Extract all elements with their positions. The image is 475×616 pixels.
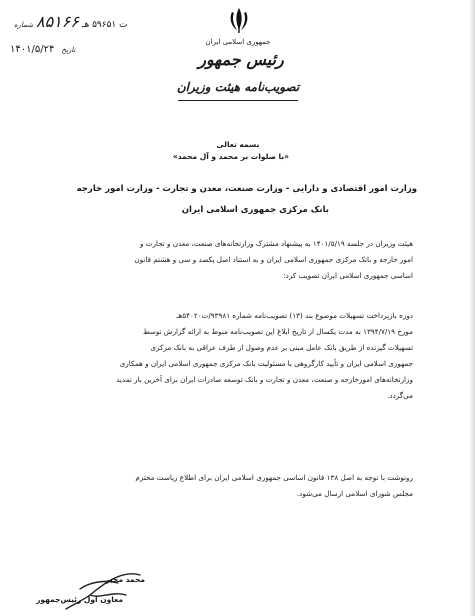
number-label: شماره <box>14 21 34 29</box>
header-underline <box>178 100 298 101</box>
addressees-line-1: وزارت امور اقتصادی و دارایی - وزارت صنعت، معدن و تجارت - وزارت امور خارجه <box>76 184 417 194</box>
signatory-name: محمد مخبر <box>105 575 145 584</box>
iran-emblem-icon <box>226 6 252 34</box>
text-line: دوره بازپرداخت تسهیلات موضوع بند (۱۳) تصویب‌نامه شماره ۹۳۹۸۱/ت۵۴۰۲۰هـ <box>176 311 413 320</box>
basmala: بسمه تعالی <box>216 140 260 149</box>
signatory-title: معاون اول رئیس‌جمهور <box>36 595 123 604</box>
salavat-line: «با صلوات بر محمد و آل محمد» <box>172 152 289 161</box>
scan-edge-shadow <box>469 0 475 616</box>
text-line: مجلس شورای اسلامی ارسال می‌شود. <box>296 489 413 498</box>
addressees-line-2: بانک مرکزی جمهوری اسلامی ایران <box>181 205 329 215</box>
reference-number: ت ۵۹۶۵۱ هـ <box>81 20 128 30</box>
text-line: مورخ ۱۳۹۴/۷/۱۹ به مدت یکسال از تاریخ ابلاغ این تصویب‌نامه منوط به ارائه گزارش توسط <box>142 327 413 336</box>
body-paragraph-1 <box>43 236 413 284</box>
text-line: اساسی جمهوری اسلامی ایران تصویب کرد: <box>283 271 413 280</box>
letter-number <box>10 12 128 31</box>
copy-note-paragraph <box>43 470 413 502</box>
text-line: می‌گردد. <box>387 391 413 400</box>
date-label: تاریخ <box>61 46 76 54</box>
text-line: رونوشت با توجه به اصل ۱۳۸ قانون اساسی جمهوری اسلامی ایران برای اطلاع ریاست محترم <box>135 473 413 482</box>
cabinet-decree-title: تصویب‌نامه هیئت وزیران <box>176 80 300 94</box>
handwritten-signature-icon <box>60 565 150 613</box>
body-paragraph-2 <box>43 308 413 404</box>
country-name: جمهوری اسلامی ایران <box>205 38 271 46</box>
letter-date <box>10 44 75 55</box>
text-line: امور خارجه و بانک مرکزی جمهوری اسلامی ایران و به استناد اصل یکصد و سی و هشتم قانون <box>134 255 413 264</box>
president-title: رئیس جمهور <box>198 50 284 69</box>
date-value: ۱۴۰۱/۵/۲۴ <box>10 44 55 55</box>
text-line: هیئت وزیران در جلسه ۱۴۰۱/۵/۱۹ به پیشنهاد مشترک وزارتخانه‌های صنعت، معدن و تجارت و <box>139 239 413 248</box>
number-value: ۸۵۱۶۶ <box>35 12 79 31</box>
text-line: وزارتخانه‌های امورخارجه و صنعت، معدن و تجارت و بانک توسعه صادرات ایران برای آخرین بار تمدید <box>116 375 413 384</box>
text-line: تسهیلات گیرنده از طریق بانک عامل مبنی بر عدم وصول از طرف عراقی به بانک مرکزی <box>150 343 413 352</box>
text-line: جمهوری اسلامی ایران و تأیید کارگروهی با مسئولیت بانک مرکزی جمهوری اسلامی ایران و همکاری <box>119 359 413 368</box>
